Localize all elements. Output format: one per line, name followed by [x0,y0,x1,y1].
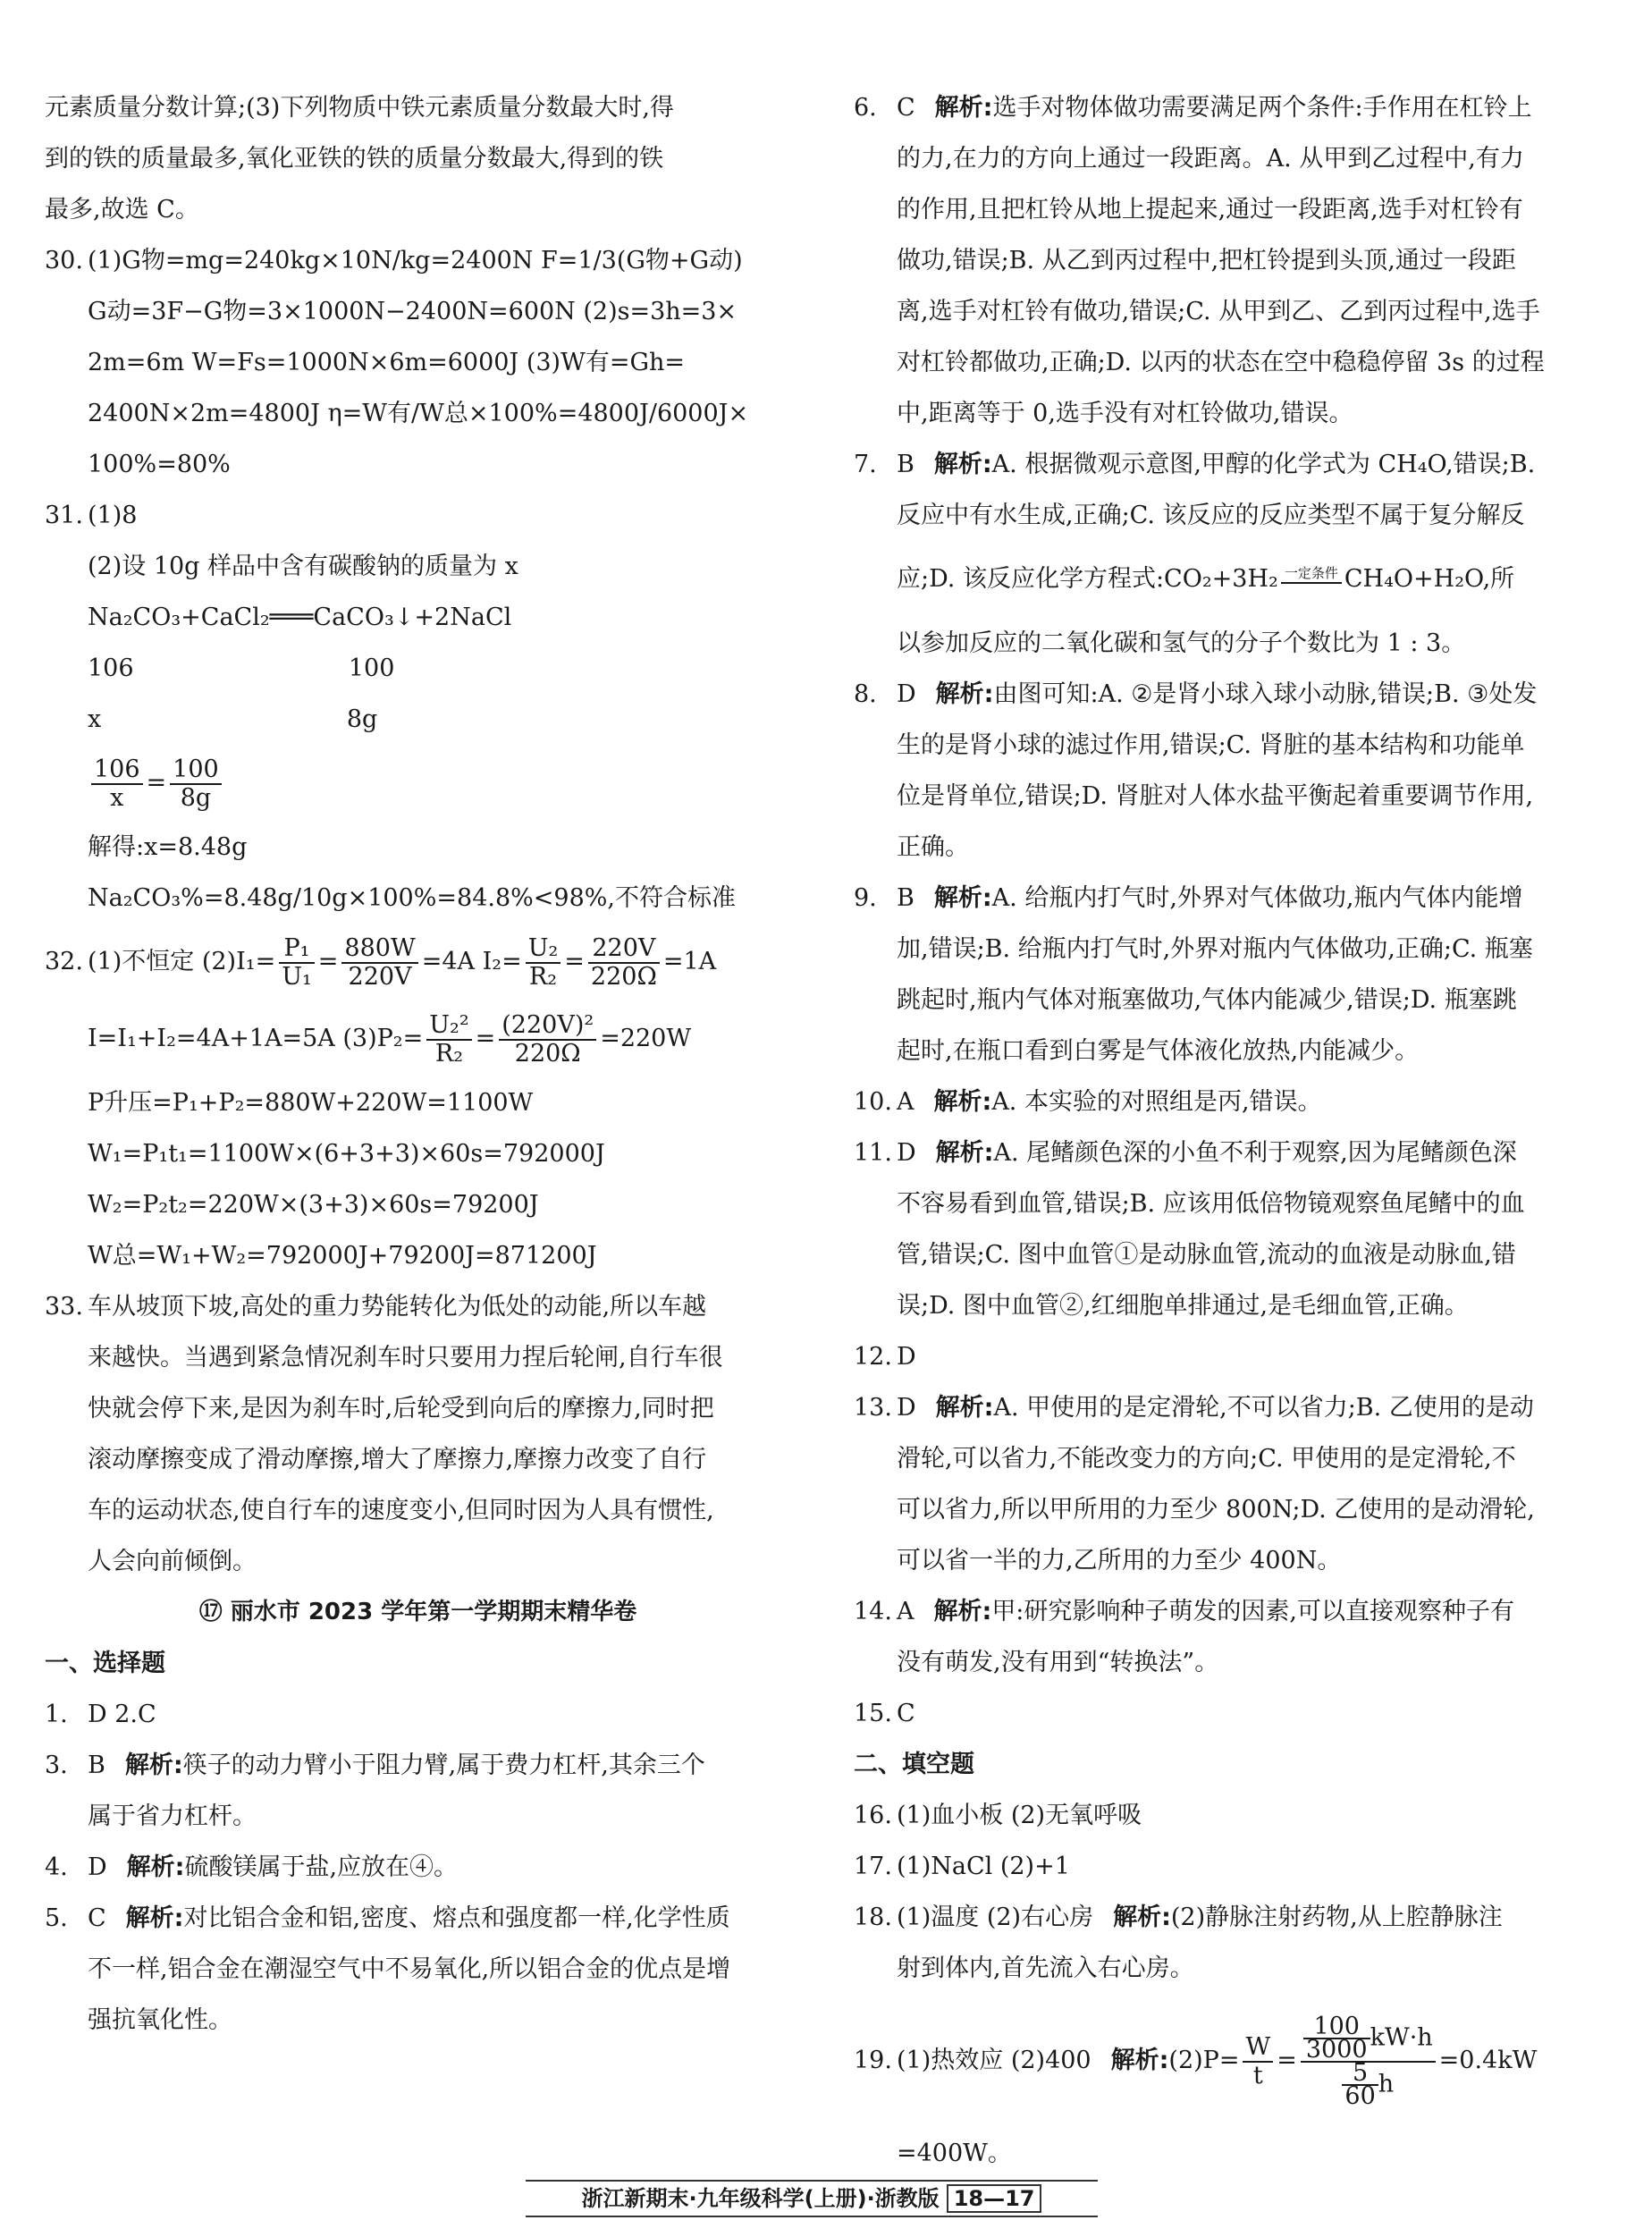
analysis-label: 解析: [935,1139,994,1167]
analysis-label: 解析: [934,94,993,122]
answer-line: 3. B 解析:筷子的动力臂小于阻力臂,属于费力杠杆,其余三个 [45,1740,791,1791]
page-number: 18—17 [947,2184,1042,2213]
text-line: I=I₁+I₂=4A+1A=5A (3)P₂= $\frac{\text{U₂²}}{\text{R₂}}$ = $\frac{\text{(220V)²}}{220\Omega}$ =220W [88,1010,692,1068]
text-line: 2400N×2m=4800J η=W有/W总×100%=4800J/6000J× [88,400,749,427]
text-line: 跳起时,瓶内气体对瓶塞做功,气体内能减少,错误;D. 瓶塞跳 [897,986,1517,1014]
text-line: (2)设 10g 样品中含有碳酸钠的质量为 x [88,553,518,580]
chemical-equation: 应;D. 该反应化学方程式:CO₂+3H₂ 一定条件 CH₄O+H₂O,所 [854,541,1582,618]
text-line: 做功,错误;B. 从乙到丙过程中,把杠铃提到头顶,通过一段距 [897,247,1516,274]
analysis-label: 解析: [1110,2047,1169,2074]
text-line: 不容易看到血管,错误;B. 应该用低倍物镜观察鱼尾鳍中的血 [897,1190,1525,1218]
question-number: 7. [854,451,877,478]
right-column [854,82,1582,2179]
text-line: 不一样,铝合金在潮湿空气中不易氧化,所以铝合金的优点是增 [88,1955,731,1983]
text-line: W总=W₁+W₂=792000J+79200J=871200J [88,1242,597,1270]
text-line: 人会向前倾倒。 [88,1548,257,1575]
question-32: 32. (1)不恒定 (2)I₁= $\frac{\text{P₁}}{\text{U₁}}$ = $\frac{880W}{220V}$ =4A I₂= $\frac{\text{U₂}}{\text{R₂}}$ = $\frac{220V}{220\Omega}$ =1A [45,924,791,1000]
answer-line: 18. (1)温度 (2)右心房 解析:(2)静脉注射药物,从上腔静脉注 [854,1892,1582,1943]
section-heading: 一、选择题 [45,1650,165,1677]
text-line: 中,距离等于 0,选手没有对杠铃做功,错误。 [897,400,1353,427]
text-line: P升压=P₁+P₂=880W+220W=1100W [88,1089,534,1117]
answer-line: 9. B 解析:A. 给瓶内打气时,外界对气体做功,瓶内气体内能增 [854,873,1582,924]
text-line: 可以省一半的力,乙所用的力至少 400N。 [897,1547,1342,1574]
text-line: 2m=6m W=Fs=1000N×6m=6000J (3)W有=Gh= [88,349,686,376]
answer-line: 16. (1)血小板 (2)无氧呼吸 [854,1790,1582,1841]
fraction: $\frac{220V}{220\Omega}$ [588,935,660,991]
text-line: 属于省力杠杆。 [88,1802,257,1830]
question-number: 10. [854,1088,892,1116]
text-line: 没有萌发,没有用到“转换法”。 [897,1649,1219,1676]
fraction: $\frac{W}{t}$ [1243,2034,1273,2089]
text-line: Na₂CO₃%=8.48g/10g×100%=84.8%<98%,不符合标准 [88,884,737,912]
text-line: W₁=P₁t₁=1100W×(6+3+3)×60s=792000J [88,1140,605,1168]
answer-line: 17. (1)NaCl (2)+1 [854,1841,1582,1892]
text-line: 元素质量分数计算;(3)下列物质中铁元素质量分数最大时,得 [45,94,674,122]
section-title: ⑰ 丽水市 2023 学年第一学期期末精华卷 [198,1599,637,1625]
text-line: 解得:x=8.48g [88,833,248,861]
chemical-equation: Na₂CO₃+CaCl₂═══CaCO₃↓+2NaCl [88,604,512,631]
answer-line: 4. D 解析:硫酸镁属于盐,应放在④。 [45,1842,791,1893]
question-31 [45,490,791,541]
question-number: 30. [45,247,83,274]
answer-line: 7. B 解析:A. 根据微观示意图,甲醇的化学式为 CH₄O,错误;B. [854,439,1582,490]
analysis-label: 解析: [933,884,992,912]
reaction-condition: 一定条件 [1281,564,1342,596]
question-number: 4. [45,1853,68,1881]
text-line: 100%=80% [88,451,231,478]
fraction: $\frac{\text{U₂²}}{\text{R₂}}$ [426,1012,471,1068]
text-line: 位是肾单位,错误;D. 肾脏对人体水盐平衡起着重要调节作用, [897,782,1534,810]
text-line: 射到体内,首先流入右心房。 [897,1954,1194,1982]
text-line: 加,错误;B. 给瓶内打气时,外界对瓶内气体做功,正确;C. 瓶塞 [897,935,1533,963]
question-number: 19. [854,2047,892,2074]
answer-line: 11. D 解析:A. 尾鳍颜色深的小鱼不利于观察,因为尾鳍颜色深 [854,1127,1582,1178]
question-number: 9. [854,884,877,912]
text-line: 的作用,且把杠铃从地上提起来,通过一段距离,选手对杠铃有 [897,196,1523,224]
analysis-label: 解析: [933,451,992,478]
analysis-label: 解析: [933,1088,992,1116]
question-number: 8. [854,680,877,708]
answer-text: (1)G物=mg=240kg×10N/kg=2400N F=1/3(G物+G动) [88,247,743,274]
question-number: 14. [854,1598,892,1625]
answer-line: 13. D 解析:A. 甲使用的是定滑轮,不可以省力;B. 乙使用的是动 [854,1382,1582,1433]
question-number: 15. [854,1700,892,1727]
analysis-label: 解析: [935,1394,994,1422]
question-number: 16. [854,1802,892,1829]
question-number: 6. [854,94,877,122]
text-line: 滑轮,可以省力,不能改变力的方向;C. 甲使用的是定滑轮,不 [897,1445,1516,1473]
question-number: 11. [854,1139,892,1167]
question-number: 31. [45,502,83,529]
answer-text: (1)8 [88,502,138,529]
fraction: $\frac{106}{x}$ [91,756,143,812]
text-line: 到的铁的质量最多,氧化亚铁的铁的质量分数最大,得到的铁 [45,145,664,173]
answer-line: 1. D 2.C [45,1689,791,1740]
text-line: x 8g [88,705,378,733]
text-line: 的力,在力的方向上通过一段距离。A. 从甲到乙过程中,有力 [897,145,1524,173]
text-line: 106 100 [88,654,395,682]
compound-fraction: $\frac{100}{3000}$ kW·h $\frac{5}{60}$ h [1301,2016,1436,2107]
fraction: $\frac{\text{(220V)²}}{220\Omega}$ [499,1012,596,1068]
analysis-label: 解析: [126,1853,185,1881]
answer-line: 6. C 解析:选手对物体做功需要满足两个条件:手作用在杠铃上 [854,82,1582,133]
question-number: 1. [45,1701,68,1728]
text-line: 管,错误;C. 图中血管①是动脉血管,流动的血液是动脉血,错 [897,1241,1516,1269]
fraction: $\frac{100}{8g}$ [170,756,222,812]
text-line: 对杠铃都做功,正确;D. 以丙的状态在空中稳稳停留 3s 的过程 [897,349,1545,376]
text-line: 以参加反应的二氧化碳和氢气的分子个数比为 1 : 3。 [897,629,1466,657]
answer-line: 8. D 解析:由图可知:A. ②是肾小球入球小动脉,错误;B. ③处发 [854,669,1582,720]
fraction: $\frac{\text{P₁}}{\text{U₁}}$ [279,935,315,991]
text-line: 强抗氧化性。 [88,2006,232,2034]
left-column [45,82,791,2046]
text-line: 生的是肾小球的滤过作用,错误;C. 肾脏的基本结构和功能单 [897,731,1525,759]
analysis-label: 解析: [933,1598,992,1625]
question-number: 13. [854,1394,892,1422]
text-line: 反应中有水生成,正确;C. 该反应的反应类型不属于复分解反 [897,502,1525,529]
analysis-label: 解析: [1113,1904,1171,1931]
text-line: W₂=P₂t₂=220W×(3+3)×60s=79200J [88,1191,539,1219]
fraction: $\frac{\text{U₂}}{\text{R₂}}$ [526,935,561,991]
question-number: 3. [45,1752,68,1779]
answer-line: 15. C [854,1688,1582,1739]
answer-line: 5. C 解析:对比铝合金和铝,密度、熔点和强度都一样,化学性质 [45,1893,791,1944]
question-number: 12. [854,1343,892,1371]
text-line: 来越快。当遇到紧急情况刹车时只要用力捏后轮闸,自行车很 [88,1344,723,1372]
page-footer [526,2180,1098,2217]
text-line: G动=3F−G物=3×1000N−2400N=600N (2)s=3h=3× [88,298,738,325]
answer-line: 10. A 解析:A. 本实验的对照组是丙,错误。 [854,1076,1582,1127]
answer-line: 12. D [854,1331,1582,1382]
question-33 [45,1281,791,1332]
analysis-label: 解析: [124,1752,183,1779]
text-line: 离,选手对杠铃有做功,错误;C. 从甲到乙、乙到丙过程中,选手 [897,298,1540,325]
text-line: 可以省力,所以甲所用的力至少 800N;D. 乙使用的是动滑轮, [897,1496,1535,1524]
text-line: 车的运动状态,使自行车的速度变小,但同时因为人具有惯性, [88,1497,714,1524]
ratio-equation: $\frac{106}{x}$ = $\frac{100}{8g}$ [45,745,791,822]
answer-line: 14. A 解析:甲:研究影响种子萌发的因素,可以直接观察种子有 [854,1586,1582,1637]
question-number: 5. [45,1904,68,1932]
text-line: 误;D. 图中血管②,红细胞单排通过,是毛细血管,正确。 [897,1292,1469,1320]
text-line: 起时,在瓶口看到白雾是气体液化放热,内能减少。 [897,1037,1420,1065]
analysis-label: 解析: [125,1904,184,1932]
text-line: 正确。 [897,833,969,861]
fraction: $\frac{880W}{220V}$ [341,935,417,991]
book-title: 浙江新期末·九年级科学(上册)·浙教版 [581,2186,940,2211]
question-30 [45,235,791,286]
answer-text: 车从坡顶下坡,高处的重力势能转化为低处的动能,所以车越 [88,1293,707,1321]
question-number: 33. [45,1293,83,1321]
text-line: 快就会停下来,是因为刹车时,后轮受到向后的摩擦力,同时把 [88,1395,714,1422]
text-line: 最多,故选 C。 [45,196,199,224]
section-heading: 二、填空题 [854,1751,974,1778]
question-number: 32. [45,948,83,975]
text-line: =400W。 [897,2140,1012,2167]
question-number: 18. [854,1904,892,1931]
text-line: 滚动摩擦变成了滑动摩擦,增大了摩擦力,摩擦力改变了自行 [88,1446,707,1473]
question-19: 19. (1)热效应 (2)400 解析:(2)P= $\frac{W}{t}$ = $\frac{100}{3000}$ kW·h $\frac{5}{60}$ h =0.4kW [854,1994,1582,2128]
analysis-label: 解析: [935,680,994,708]
question-number: 17. [854,1853,892,1880]
